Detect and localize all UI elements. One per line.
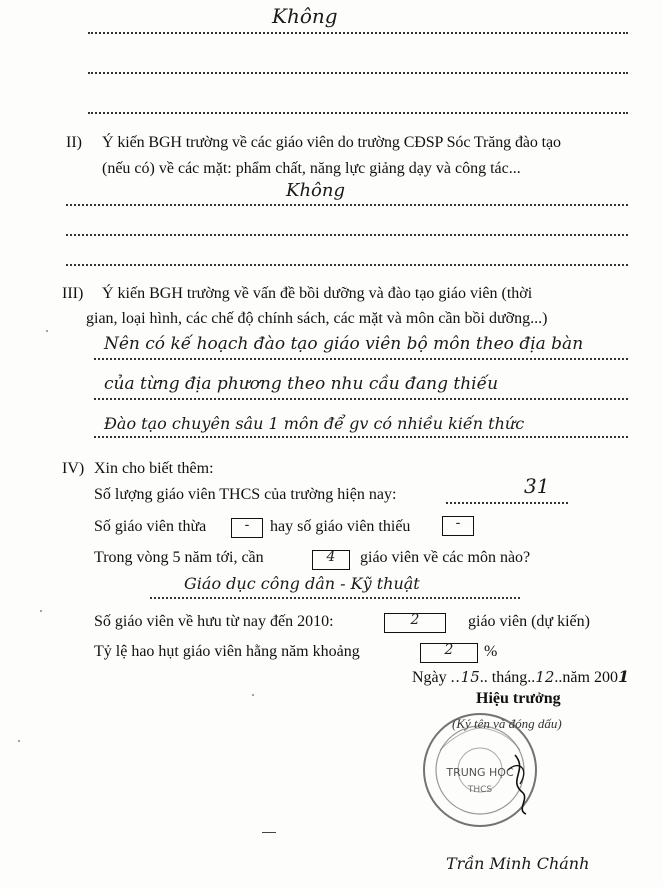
date-month-label: tháng [491, 669, 528, 686]
answer-line [66, 204, 628, 206]
attrition-unit: % [484, 643, 498, 660]
scan-speck [252, 694, 254, 696]
date-year-label: năm 200 [562, 669, 618, 686]
section3-hand-line: Đào tạo chuyên sâu 1 môn để gv có nhiều kiến thức [104, 414, 525, 433]
shortage-value: - [455, 515, 461, 531]
surplus-value: - [244, 517, 250, 533]
date-line: Ngày ..15.. tháng..12..năm 2001 [412, 667, 630, 686]
section4-heading: Xin cho biết thêm: [94, 460, 214, 477]
top-handwritten-answer: Không [272, 4, 338, 28]
answer-line [66, 264, 628, 266]
sign-instruction: (Ký tên và đóng dấu) [452, 716, 562, 731]
section3-question-line2: gian, loại hình, các chế độ chính sách, các mặt và môn cần bồi dưỡng...) [86, 310, 548, 327]
shortage-box [442, 516, 474, 536]
date-day: 15 [460, 668, 480, 686]
date-year-digit: 1 [617, 667, 630, 686]
retire-box [384, 613, 446, 633]
surplus-box [231, 518, 263, 538]
attrition-box [420, 643, 478, 663]
teacher-count-line [446, 502, 568, 504]
section2-question-line1: Ý kiến BGH trường về các giáo viên do trường CĐSP Sóc Trăng đào tạo [102, 134, 561, 151]
five-year-label: Trong vòng 5 năm tới, cần [94, 549, 264, 566]
answer-line [150, 597, 520, 599]
attrition-value: 2 [444, 642, 454, 658]
section2-number: II) [66, 134, 82, 151]
retire-unit-label: giáo viên (dự kiến) [468, 613, 590, 630]
seal-text-1: TRUNG HỌC [446, 766, 514, 779]
date-month: 12 [535, 668, 555, 686]
school-seal [420, 710, 540, 830]
answer-line [88, 112, 628, 114]
principal-title: Hiệu trưởng [476, 690, 561, 707]
date-prefix: Ngày [412, 669, 447, 686]
teacher-count-value: 31 [524, 474, 550, 498]
section3-hand-line: của từng địa phương theo nhu cầu đang thiếu [104, 374, 499, 394]
answer-line [66, 234, 628, 236]
answer-line [94, 398, 628, 400]
stray-mark [262, 832, 276, 833]
answer-line [88, 72, 628, 74]
scan-speck [18, 740, 20, 742]
section2-handwritten-answer: Không [286, 180, 345, 201]
teacher-count-label: Số lượng giáo viên THCS của trường hiện nay: [94, 486, 397, 503]
shortage-label: hay số giáo viên thiếu [270, 518, 411, 535]
scan-speck [40, 610, 42, 612]
section3-question-line1: Ý kiến BGH trường về vấn đề bồi dưỡng và đào tạo giáo viên (thời [102, 285, 533, 302]
retire-label: Số giáo viên về hưu từ nay đến 2010: [94, 613, 334, 630]
answer-line [94, 436, 628, 438]
scan-speck [46, 330, 48, 332]
five-year-subjects-answer: Giáo dục công dân - Kỹ thuật [184, 574, 420, 593]
section3-hand-line: Nên có kế hoạch đào tạo giáo viên bộ môn theo địa bàn [104, 334, 584, 354]
surplus-label: Số giáo viên thừa [94, 518, 207, 535]
retire-value: 2 [410, 612, 420, 628]
attrition-label: Tỷ lệ hao hụt giáo viên hằng năm khoảng [94, 643, 360, 660]
section2-question-line2: (nếu có) về các mặt: phẩm chất, năng lực giảng dạy và công tác... [102, 160, 521, 177]
signer-name: Trần Minh Chánh [446, 854, 590, 873]
answer-line [94, 358, 628, 360]
answer-line [88, 32, 628, 34]
section3-number: III) [62, 285, 84, 302]
five-year-value: 4 [326, 549, 336, 565]
five-year-box [312, 550, 350, 570]
section4-number: IV) [62, 460, 85, 477]
seal-text-2: THCS [467, 785, 493, 795]
five-year-subjects-label: giáo viên về các môn nào? [360, 549, 531, 566]
